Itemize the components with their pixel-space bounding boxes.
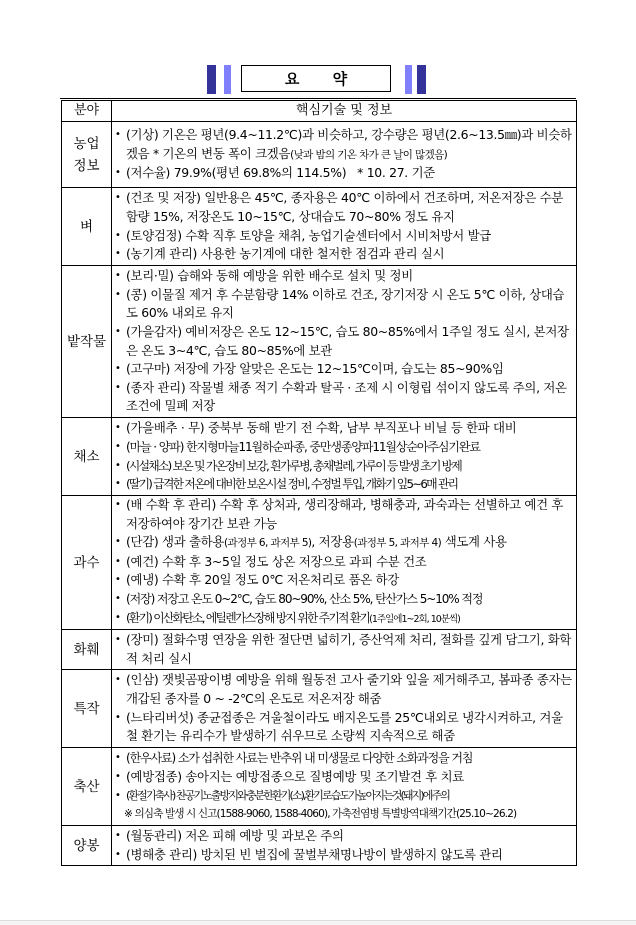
- table-row-fruit-trees: [62, 496, 577, 630]
- list-item: [115, 323, 574, 360]
- table-header-row: [62, 101, 577, 122]
- content-cell: [112, 748, 577, 826]
- list-item: [115, 189, 574, 226]
- list-item: [115, 438, 574, 457]
- table-row-field-crops: [62, 266, 577, 418]
- title-bar-right-light: [405, 65, 412, 94]
- title-bar-right-dark: [417, 65, 426, 94]
- table-row-special-crops: [62, 670, 577, 748]
- header-content: 핵심기술 및 정보: [112, 101, 577, 122]
- bullet-icon: •: [115, 440, 120, 452]
- list-item: [115, 267, 574, 286]
- content-cell: [112, 188, 577, 266]
- bullet-icon: •: [115, 789, 119, 801]
- category-cell: 과수: [62, 496, 112, 630]
- bullet-icon: •: [115, 381, 121, 393]
- page-title: 요 약: [241, 65, 391, 92]
- list-item: [115, 245, 574, 264]
- category-cell: [62, 122, 112, 188]
- item-text: (농기계 관리) 사용한 농기계에 대한 철저한 점검과 관리 실시: [126, 246, 445, 262]
- summary-table: [61, 100, 577, 866]
- category-cell: 벼: [62, 188, 112, 266]
- category-cell: 화훼: [62, 630, 112, 670]
- list-item: [115, 227, 574, 246]
- item-text: (병해충 관리) 방치된 빈 벌집에 꿀벌부채명나방이 발생하지 않도록 관리: [126, 846, 503, 862]
- list-item: [115, 827, 574, 846]
- item-text: (인삼) 잿빛곰팡이병 예방을 위해 월동전 고사 줄기와 잎을 제거해주고, 봄파종 종자는 개갑된 종자를 0 ~ -2℃의 온도로 저온저장 해줌: [126, 672, 572, 707]
- list-item: [115, 496, 574, 533]
- list-item: [115, 609, 574, 630]
- item-text: (느타리버섯) 종균접종은 겨울철이라도 배지온도를 25℃내외로 냉각시켜하고, 겨울철 환기는 유리수가 발생하기 쉬우므로 소량씩 지속적으로 해줌: [126, 709, 563, 744]
- item-text: 색도계 사용: [441, 534, 507, 550]
- item-text: (가을배추 · 무) 중북부 동해 받기 전 수확, 남부 부직포나 비닐 등 한파 대비: [126, 420, 517, 436]
- table-row-rice: [62, 188, 577, 266]
- item-text: (월동관리) 저온 피해 예방 및 과보온 주의: [126, 828, 344, 844]
- list-item: [115, 671, 574, 708]
- list-item: [115, 768, 574, 787]
- bullet-icon: •: [115, 848, 121, 860]
- item-text: (한우사료) 소가 섭취한 사료는 반추위 내 미생물로 다양한 소화과정을 거침: [126, 751, 473, 766]
- title-underline: [60, 98, 576, 99]
- bullet-icon: •: [115, 478, 120, 490]
- content-cell: [112, 418, 577, 496]
- bullet-icon: •: [115, 752, 120, 764]
- item-text: (콩) 이물질 제거 후 수분함량 14% 이하로 건조, 장기저장 시 온도 5℃ 이하, 상대습도 60% 내외로 유지: [126, 286, 565, 321]
- item-text: (기상) 기온은 평년(9.4~11.2℃)과 비슷하고, 강수량은 평년(2.6~13.5㎜)과 비슷하겠음 * 기온의 변동 폭이 크겠음: [126, 127, 572, 161]
- title-bar-left-dark: [207, 65, 216, 94]
- bullet-icon: •: [115, 611, 120, 623]
- bullet-icon: •: [115, 674, 121, 686]
- item-text: (종자 관리) 작물별 채종 적기 수확과 탈곡 · 조제 시 이형립 섞이지 않도록 주의, 저온 조건에 밀폐 저장: [126, 379, 567, 414]
- item-text: (예냉) 수확 후 20일 정도 0℃ 저온처리로 품온 하강: [126, 572, 399, 588]
- item-text: (단감) 생과 출하용: [126, 534, 225, 550]
- bullet-icon: •: [115, 634, 121, 646]
- category-cell: 축산: [62, 748, 112, 826]
- item-text: (환절기축사) 찬공기노출방지와충분한환기(소),환기로습도가높아지는것(돼지)에주의: [126, 788, 449, 802]
- item-text: (보리·밀) 습해와 동해 예방을 위한 배수로 설치 및 정비: [126, 268, 413, 284]
- bullet-icon: •: [115, 129, 121, 141]
- bullet-icon: •: [115, 536, 121, 548]
- bullet-icon: •: [115, 574, 121, 586]
- bullet-icon: •: [115, 270, 121, 282]
- bullet-icon: •: [115, 192, 121, 204]
- item-note-text: (과정부 6, 과저부 5): [224, 537, 312, 550]
- bullet-icon: •: [115, 592, 120, 604]
- list-item: [115, 419, 574, 438]
- list-item: [115, 533, 574, 553]
- title-banner: [0, 65, 636, 95]
- list-item: [115, 457, 574, 476]
- bullet-icon: •: [115, 422, 121, 434]
- bullet-icon: •: [115, 555, 121, 567]
- item-text: (딸기) 급격한 저온에 대비한 보온시설 정비, 수정벌 투입, 개화기 잎5~6매 관리: [126, 477, 458, 492]
- list-item: [115, 787, 574, 806]
- table-row-flowers: [62, 630, 577, 670]
- bullet-icon: •: [115, 288, 121, 300]
- content-cell: [112, 826, 577, 866]
- list-item: [115, 553, 574, 572]
- list-item: [115, 590, 574, 609]
- item-note-text: (1주일에1~2회, 10분씩): [369, 613, 460, 625]
- category-label-line: 정보: [73, 157, 100, 174]
- content-cell: [112, 630, 577, 670]
- item-text: (가을감자) 예비저장은 온도 12~15℃, 습도 80~85%에서 1주일 정도 실시, 본저장은 온도 3~4℃, 습도 80~85%에 보관: [126, 323, 569, 358]
- list-item: [115, 846, 574, 865]
- list-item: [115, 709, 574, 746]
- header-category: 분야: [62, 101, 112, 122]
- list-item: [115, 631, 574, 668]
- list-item: [115, 749, 574, 768]
- list-item: [115, 164, 574, 183]
- bullet-icon: •: [115, 711, 121, 723]
- category-cell: 특작: [62, 670, 112, 748]
- item-text: (토양검정) 수확 직후 토양을 채취, 농업기술센터에서 시비처방서 발급: [126, 227, 491, 243]
- livestock-report-note: ※ 의심축 발생 시 신고(1588-9060, 1588-4060), 가축전염병 특별방역대책기간(25.10~26.2): [124, 808, 517, 821]
- item-text: (마늘 · 양파) 한지형마늘11월하순파종, 중만생종양파11월상순아주심기완료: [126, 439, 480, 454]
- item-text: (예방접종) 송아지는 예방접종으로 질병예방 및 조기발견 후 치료: [126, 769, 464, 785]
- list-item: [115, 286, 574, 323]
- list-item: [115, 475, 574, 494]
- bullet-icon: •: [115, 459, 120, 471]
- item-text: (배 수확 후 관리) 수확 후 상처과, 생리장해과, 병해충과, 과숙과는 선별하고 예건 후 저장하여야 장기간 보관 가능: [126, 497, 564, 531]
- item-note-text: (과정부 5, 과저부 4): [353, 537, 442, 550]
- item-text: , 저장용: [311, 534, 354, 550]
- table-row-vegetables: [62, 418, 577, 496]
- list-item: [115, 360, 574, 379]
- item-text: (고구마) 저장에 가장 알맞은 온도는 12~15℃이며, 습도는 85~90%임: [126, 361, 504, 377]
- item-text: (저장) 저장고 온도 0~2℃, 습도 80~90%, 산소 5%, 탄산가스 5~10% 적정: [126, 591, 483, 606]
- table-row-weather: [62, 122, 577, 188]
- category-cell: 양봉: [62, 826, 112, 866]
- bullet-icon: •: [115, 248, 121, 260]
- list-item: [115, 379, 574, 416]
- category-cell: 밭작물: [62, 266, 112, 418]
- bullet-icon: •: [115, 830, 121, 842]
- bullet-icon: •: [115, 363, 121, 375]
- content-cell: [112, 670, 577, 748]
- content-cell: [112, 122, 577, 188]
- table-row-beekeeping: [62, 826, 577, 866]
- category-cell: 채소: [62, 418, 112, 496]
- list-item: [115, 571, 574, 590]
- table-row-livestock: [62, 748, 577, 826]
- item-text: (시설채소) 보온 및 가온장비 보강, 흰가루병, 총채벌레, 가루이 등 발생 초기 방제: [126, 458, 462, 473]
- content-cell: [112, 266, 577, 418]
- page-bottom-strip: [0, 921, 636, 925]
- bullet-icon: •: [115, 771, 121, 783]
- title-bar-left-light: [224, 65, 231, 94]
- item-text: (저수율) 79.9%(평년 69.8%의 114.5%) * 10. 27. 기준: [126, 165, 435, 181]
- item-text: (예건) 수확 후 3~5일 정도 상온 저장으로 과피 수분 건조: [126, 553, 427, 569]
- item-note-text: (낮과 밤의 기온 차가 큰 날이 많겠음): [290, 148, 448, 161]
- bullet-icon: •: [115, 229, 121, 241]
- bullet-icon: •: [115, 499, 121, 510]
- item-text: (환기) 이산화탄소, 에틸렌가스장해 방지 위한 주기적 환기: [126, 610, 370, 625]
- list-item: [115, 126, 574, 164]
- item-text: (건조 및 저장) 일반용은 45℃, 종자용은 40℃ 이하에서 건조하며, 저온저장은 수분함량 15%, 저장온도 10~15℃, 상대습도 70~80% 정도 유지: [126, 190, 564, 224]
- bullet-icon: •: [115, 167, 121, 179]
- category-label-line: 농업: [73, 135, 100, 152]
- item-text: (장미) 절화수명 연장을 위한 절단면 넓히기, 증산억제 처리, 절화를 깊게 담그기, 화학적 처리 실시: [126, 632, 572, 666]
- bullet-icon: •: [115, 325, 121, 337]
- content-cell: [112, 496, 577, 630]
